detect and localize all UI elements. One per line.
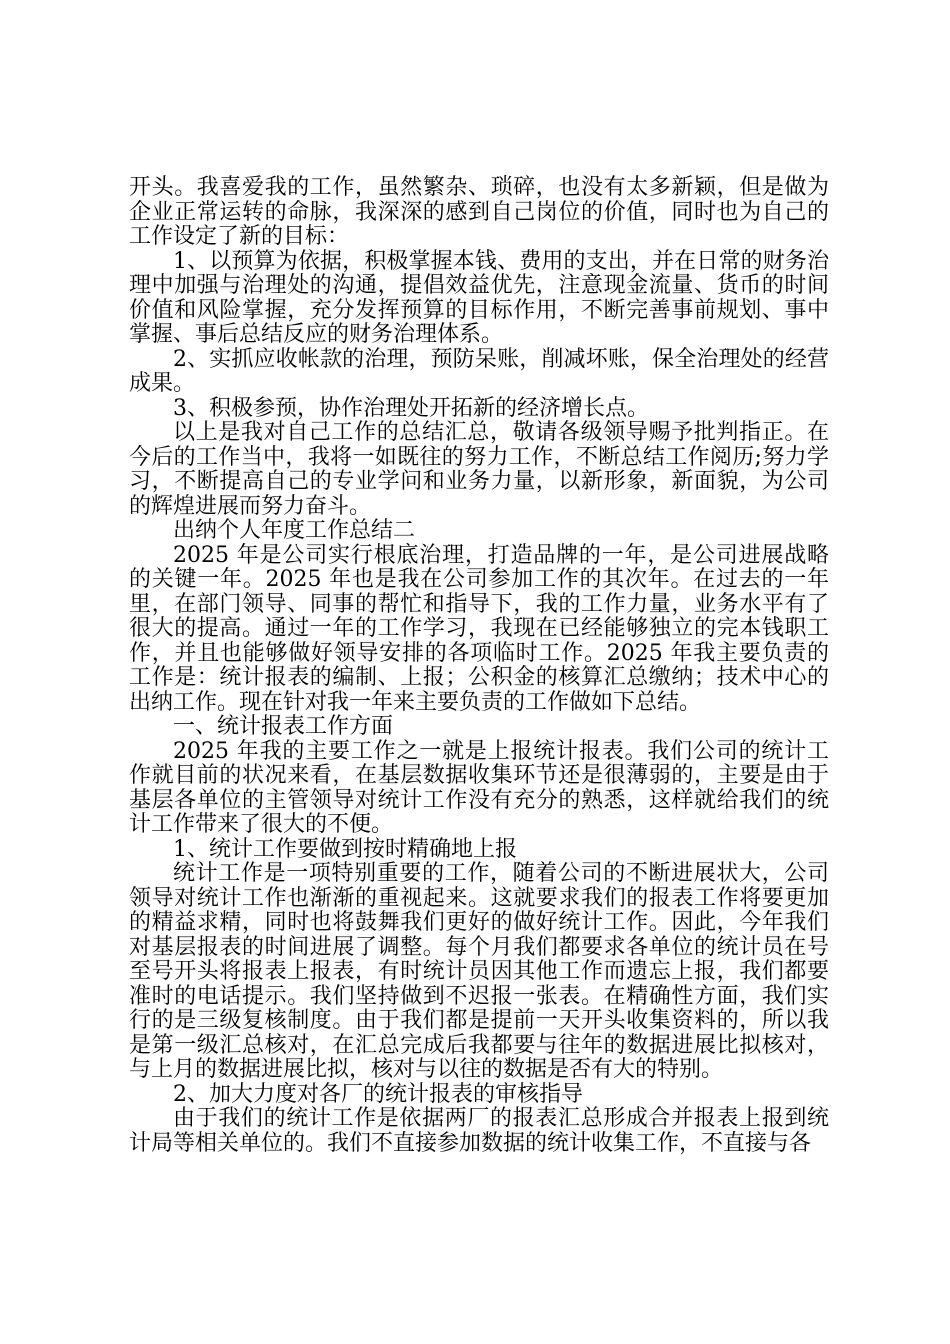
paragraph-closing: 以上是我对自己工作的总结汇总，敬请各级领导赐予批判指正。在今后的工作当中，我将一如既往的努力工作，不断总结工作阅历;努力学习，不断提高自己的专业学问和业务力量，以新形象，新面貌，为公司的辉煌进展而努力奋斗。 xyxy=(129,420,829,519)
paragraph-year-overview: 2025 年是公司实行根底治理，打造品牌的一年，是公司进展战略的关键一年。2025 年也是我在公司参加工作的其次年。在过去的一年里，在部门领导、同事的帮忙和指导下，我的工作力量，业务水平有了很大的提高。通过一年的工作学习，我现在已经能够独立的完本钱职工作，并且也能够做好领导安排的各项临时工作。2025 年我主要负责的工作是：统计报表的编制、上报；公积金的核算汇总缴纳；技术中心的出纳工作。现在针对我一年来主要负责的工作做如下总结。 xyxy=(129,542,829,715)
paragraph-goal-2: 2、实抓应收帐款的治理，预防呆账，削减坏账，保全治理处的经营成果。 xyxy=(129,346,829,396)
heading-statistics-reports: 一、统计报表工作方面 xyxy=(173,714,394,739)
paragraph-intro-continuation: 开头。我喜爱我的工作，虽然繁杂、琐碎，也没有太多新颖，但是做为企业正常运转的命脉，我深深的感到自己岗位的价值，同时也为自己的工作设定了新的目标： xyxy=(129,175,829,249)
paragraph-statistics-intro: 2025 年我的主要工作之一就是上报统计报表。我们公司的统计工作就目前的状况来看，在基层数据收集环节还是很薄弱的，主要是由于基层各单位的主管领导对统计工作没有充分的熟悉，这样就给我们的统计工作带来了很大的不便。 xyxy=(129,738,829,837)
section-title-summary-two: 出纳个人年度工作总结二 xyxy=(173,518,416,543)
document-body xyxy=(129,176,829,1156)
paragraph-goal-3: 3、积极参预，协作治理处开拓新的经济增长点。 xyxy=(173,395,649,421)
paragraph-timely-reporting: 统计工作是一项特别重要的工作，随着公司的不断进展状大，公司领导对统计工作也渐渐的重视起来。这就要求我们的报表工作将要更加的精益求精，同时也将鼓舞我们更好的做好统计工作。因此，今年我们对基层报表的时间进展了调整。每个月我们都要求各单位的统计员在号至号开头将报表上报表，有时统计员因其他工作而遗忘上报，我们都要准时的电话提示。我们坚持做到不迟报一张表。在精确性方面，我们实行的是三级复核制度。由于我们都是提前一天开头收集资料的，所以我是第一级汇总核对，在汇总完成后我都要与往年的数据进展比拟核对，与上月的数据进展比拟，核对与以往的数据是否有大的特别。 xyxy=(129,861,829,1082)
subheading-audit-guidance: 2、加大力度对各厂的统计报表的审核指导 xyxy=(173,1081,583,1107)
subheading-timely-reporting: 1、统计工作要做到按时精确地上报 xyxy=(173,836,517,862)
paragraph-audit-guidance: 由于我们的统计工作是依据两厂的报表汇总形成合并报表上报到统计局等相关单位的。我们不直接参加数据的统计收集工作，不直接与各 xyxy=(129,1106,829,1156)
paragraph-goal-1: 1、以预算为依据，积极掌握本钱、费用的支出，并在日常的财务治理中加强与治理处的沟通，提倡效益优先，注意现金流量、货币的时间价值和风险掌握，充分发挥预算的目标作用，不断完善事前规划、事中掌握、事后总结反应的财务治理体系。 xyxy=(129,248,829,347)
